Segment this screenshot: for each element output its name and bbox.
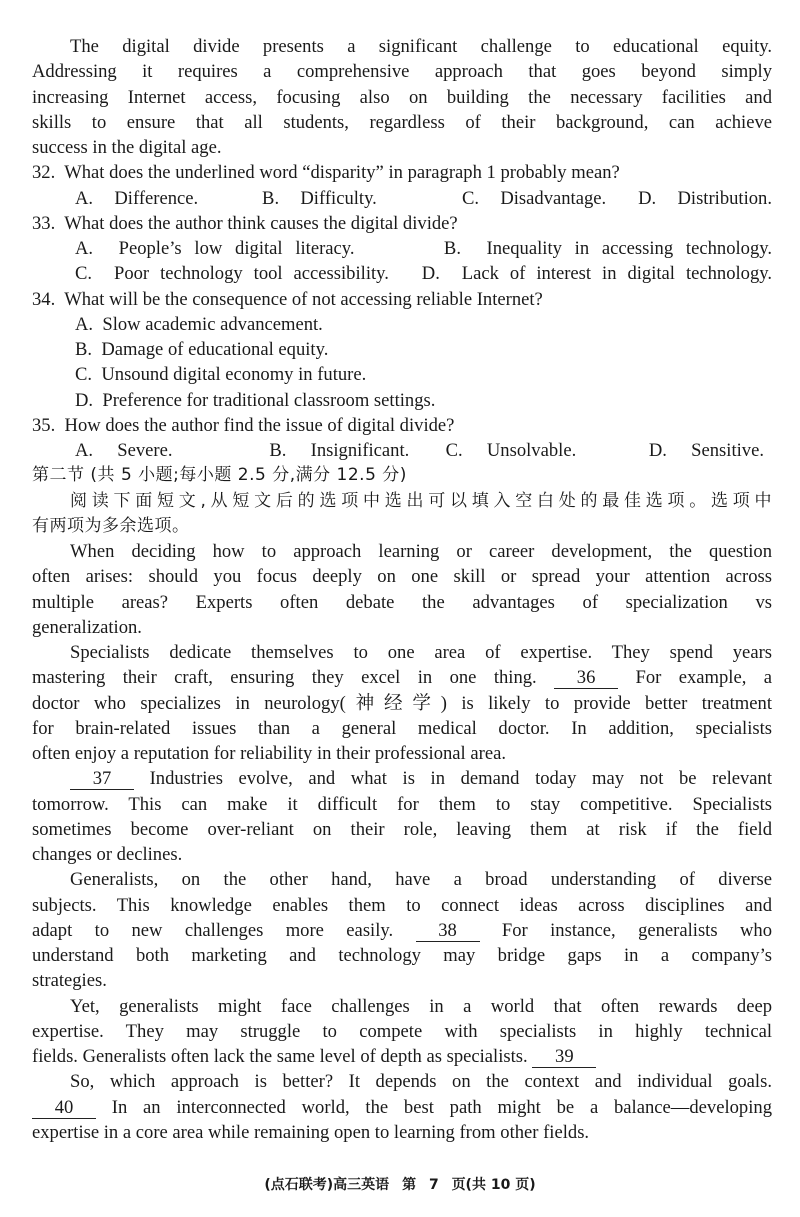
text-segment: When deciding how to approach learning or career development, the question (70, 541, 772, 562)
text-line (32, 1069, 772, 1094)
question-line (32, 160, 772, 185)
text-segment: doctor who specializes in neurology(神经学) is likely to provide better treatment (32, 692, 772, 714)
text-segment: A. Slow academic advancement. (75, 313, 323, 335)
text-segment: A. Difference. B. Difficulty. C. Disadvantage. D. Distribution. (75, 187, 772, 209)
text-segment: 33. What does the author think causes the digital divide? (32, 212, 458, 234)
options-line (32, 362, 772, 387)
page-footer (0, 1174, 800, 1194)
text-segment: often enjoy a reputation for reliability in their professional area. (32, 743, 506, 764)
text-segment: D. Preference for traditional classroom settings. (75, 389, 436, 411)
text-line (32, 110, 772, 135)
text-segment: success in the digital age. (32, 137, 222, 158)
options-line (32, 312, 772, 337)
text-line (32, 994, 772, 1019)
text-segment: increasing Internet access, focusing also on building the necessary facilities and (32, 86, 772, 108)
text-line (32, 463, 772, 488)
answer-blank: 39 (532, 1046, 596, 1068)
text-line (32, 1120, 772, 1145)
page-prefix: 第 (402, 1177, 417, 1193)
text-segment: 阅读下面短文,从短文后的选项中选出可以填入空白处的最佳选项。选项中 (70, 490, 772, 511)
text-segment: 有两项为多余选项。 (32, 515, 190, 536)
question-line (32, 287, 772, 312)
text-line (32, 590, 772, 615)
text-segment: In an interconnected world, the best path might be a balance—developing (96, 1096, 772, 1118)
question-line (32, 211, 772, 236)
text-line (32, 766, 772, 791)
options-line (32, 236, 772, 261)
answer-blank: 40 (32, 1097, 96, 1119)
text-line (32, 514, 772, 539)
text-line (32, 59, 772, 84)
text-segment: B. Damage of educational equity. (75, 339, 329, 360)
answer-blank: 36 (554, 667, 618, 689)
text-segment: A. Severe. B. Insignificant. C. Unsolvable. D. Sensitive. (75, 440, 764, 461)
text-segment: Industries evolve, and what is in demand today may not be relevant (134, 768, 772, 790)
text-segment: Generalists, on the other hand, have a broad understanding of diverse (70, 869, 772, 891)
text-segment: So, which approach is better? It depends on the context and individual goals. (70, 1071, 772, 1093)
text-segment: skills to ensure that all students, regardless of their background, can achieve (32, 111, 772, 133)
text-line (32, 1044, 772, 1069)
text-segment: sometimes become over-reliant on their role, leaving them at risk if the field (32, 818, 772, 840)
text-line (32, 893, 772, 918)
text-segment: For instance, generalists who (479, 919, 772, 941)
text-line (32, 489, 772, 514)
page-number: 7 (428, 1177, 439, 1193)
text-segment: understand both marketing and technology may bridge gaps in a company’s (32, 945, 772, 966)
text-segment: often arises: should you focus deeply on one skill or spread your attention across (32, 566, 772, 588)
text-line (32, 867, 772, 892)
text-segment: Yet, generalists might face challenges in a world that often rewards deep (70, 995, 772, 1017)
text-line (32, 640, 772, 665)
answer-blank: 37 (70, 768, 134, 790)
text-segment: multiple areas? Experts often debate the advantages of specialization vs (32, 591, 772, 613)
text-line (32, 85, 772, 110)
text-line (32, 691, 772, 716)
text-line (32, 918, 772, 943)
options-line (32, 261, 772, 286)
options-line (32, 337, 772, 362)
text-segment: 32. What does the underlined word “disparity” in paragraph 1 probably mean? (32, 162, 620, 184)
text-line (32, 943, 772, 968)
document-body (32, 34, 772, 1145)
text-line (32, 564, 772, 589)
text-segment: mastering their craft, ensuring they excel in one thing. (32, 667, 555, 689)
text-line (32, 968, 772, 993)
text-line (32, 34, 772, 59)
text-segment: C. Unsound digital economy in future. (75, 364, 367, 386)
text-segment: tomorrow. This can make it difficult for them to stay competitive. Specialists (32, 793, 772, 815)
text-segment: expertise. They may struggle to compete with specialists in highly technical (32, 1020, 772, 1042)
text-segment: expertise in a core area while remaining open to learning from other fields. (32, 1121, 590, 1143)
text-line (32, 539, 772, 564)
text-segment: A. People’s low digital literacy. B. Inequality in accessing technology. (75, 238, 772, 259)
text-line (32, 817, 772, 842)
options-line (32, 438, 772, 463)
options-line (32, 388, 772, 413)
answer-blank: 38 (416, 920, 480, 942)
text-line (32, 716, 772, 741)
text-line (32, 741, 772, 766)
text-segment: 第二节 (共 5 小题;每小题 2.5 分,满分 12.5 分) (32, 465, 407, 486)
text-segment: The digital divide presents a significant challenge to educational equity. (70, 36, 772, 57)
text-line (32, 792, 772, 817)
text-segment: Specialists dedicate themselves to one area of expertise. They spend years (70, 642, 772, 663)
text-line (32, 1019, 772, 1044)
page-total: 页(共 10 页) (451, 1177, 536, 1193)
text-segment: generalization. (32, 616, 142, 638)
text-line (32, 135, 772, 160)
text-segment: 35. How does the author find the issue of digital divide? (32, 414, 455, 436)
text-segment: strategies. (32, 970, 107, 992)
text-segment: subjects. This knowledge enables them to connect ideas across disciplines and (32, 894, 772, 916)
text-segment: adapt to new challenges more easily. (32, 919, 416, 941)
question-line (32, 413, 772, 438)
text-line (32, 615, 772, 640)
exam-title: (点石联考)高三英语 (264, 1177, 390, 1193)
text-segment: for brain-related issues than a general medical doctor. In addition, specialists (32, 717, 772, 739)
text-segment: 34. What will be the consequence of not accessing reliable Internet? (32, 288, 543, 310)
text-line (32, 1095, 772, 1120)
text-segment: Addressing it requires a comprehensive approach that goes beyond simply (32, 61, 772, 83)
text-segment: fields. Generalists often lack the same level of depth as specialists. (32, 1046, 533, 1067)
options-line (32, 186, 772, 211)
text-line (32, 665, 772, 690)
text-segment: changes or declines. (32, 844, 183, 865)
text-segment: For example, a (618, 667, 772, 689)
text-line (32, 842, 772, 867)
text-segment: C. Poor technology tool accessibility. D. Lack of interest in digital technology. (75, 263, 772, 285)
